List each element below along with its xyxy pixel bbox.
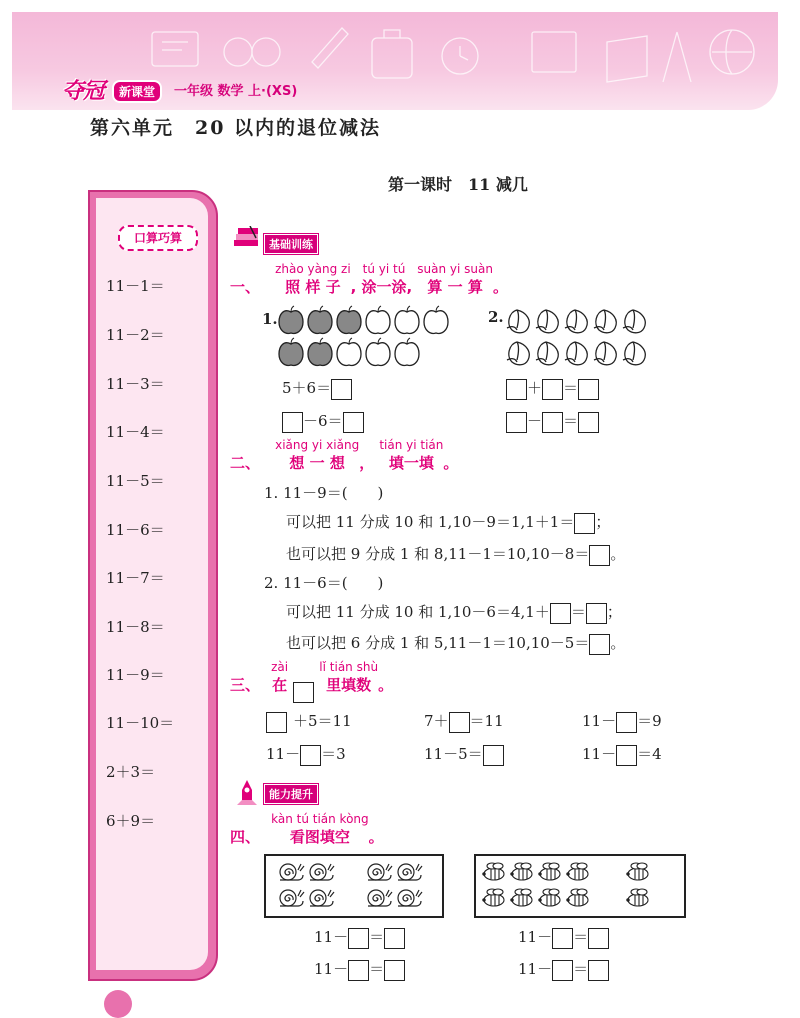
bees-picture-icon: [474, 854, 686, 918]
pinyin: tú yi tú: [362, 262, 406, 276]
equation-text: 11－: [582, 745, 617, 763]
pinyin: zài: [271, 660, 289, 674]
q1-part2-equation-2: [506, 410, 599, 433]
rocket-icon: [232, 778, 262, 806]
q1-end: 。: [492, 278, 508, 296]
q1-phrase-1: [275, 262, 351, 297]
mental-math-item: 11－10＝: [106, 714, 175, 732]
q2-part2-line1: [286, 601, 622, 624]
punct: ；: [606, 603, 622, 621]
operator: ＝: [369, 960, 385, 978]
peaches-picture-icon: [505, 304, 655, 370]
subject-label: 一年级 数学 上·(XS): [174, 84, 298, 99]
equation-text: ＋5＝11: [293, 712, 352, 730]
mental-math-item: 11－6＝: [106, 521, 165, 539]
equation-text: －6＝: [303, 412, 343, 430]
q3-eq-5: [424, 743, 504, 766]
answer-box[interactable]: [384, 928, 405, 949]
q3-eq-6: [582, 743, 662, 766]
q3-phrase-2: [319, 660, 378, 695]
answer-box[interactable]: [578, 412, 599, 433]
q2-number: 二、: [230, 454, 261, 472]
q4-right-eq-1: [518, 926, 609, 949]
equation-text: ＝4: [637, 745, 662, 763]
answer-box[interactable]: [552, 928, 573, 949]
equation-text: 7＋: [424, 712, 449, 730]
question-1-heading: [230, 262, 508, 297]
answer-box[interactable]: [348, 928, 369, 949]
q4-end: 。: [368, 828, 384, 846]
q1-phrase-3: [417, 262, 493, 297]
answer-box[interactable]: [449, 712, 470, 733]
q3-eq-3: [582, 710, 662, 733]
pinyin: tián yi tián: [379, 438, 444, 452]
answer-box[interactable]: [616, 745, 637, 766]
q1-phrase-2: [361, 262, 406, 297]
q3-eq-4: [266, 743, 346, 766]
mental-math-item: 11－5＝: [106, 472, 165, 490]
q3-number: 三、: [230, 676, 261, 694]
snails-picture-icon: [264, 854, 444, 918]
q2-sep: ，: [359, 454, 375, 472]
answer-box[interactable]: [616, 712, 637, 733]
punct: 。: [610, 545, 626, 563]
q2-chars: 填一填: [388, 454, 434, 472]
operator: ＝: [573, 960, 589, 978]
q1-part2-number: 2.: [488, 308, 504, 326]
q2-phrase-1: [275, 438, 359, 473]
pinyin: kàn tú tián kòng: [271, 812, 369, 826]
operator: ＝: [563, 412, 579, 430]
equation-text: 11－: [518, 960, 553, 978]
statement-text: 可以把 11 分成 10 和 1,10－9＝1,1＋1＝: [286, 513, 575, 531]
mental-math-item: 11－1＝: [106, 277, 165, 295]
question-4-heading: [230, 812, 384, 847]
answer-box[interactable]: [506, 412, 527, 433]
mental-math-item: 11－9＝: [106, 666, 165, 684]
q4-left-eq-2: [314, 958, 405, 981]
q3-chars: 在: [272, 676, 288, 694]
apples-picture-icon: [278, 304, 458, 370]
mental-math-item: 11－3＝: [106, 375, 165, 393]
punct: 。: [610, 634, 626, 652]
brand-logo: 夺冠: [62, 79, 105, 104]
q3-eq-1: [266, 710, 352, 733]
q2-part1-line1: [286, 511, 610, 534]
mental-math-item: 11－8＝: [106, 618, 165, 636]
answer-box[interactable]: [506, 379, 527, 400]
q1-part1-equation-1: [282, 377, 352, 400]
answer-box[interactable]: [266, 712, 287, 733]
operator: ＋: [527, 379, 543, 397]
page-corner-dot: [104, 990, 132, 1018]
answer-box[interactable]: [578, 379, 599, 400]
q3-phrase-1: [271, 660, 288, 695]
sample-box-icon: [293, 682, 314, 703]
q3-end: 。: [378, 676, 394, 694]
answer-box[interactable]: [574, 513, 595, 534]
equation-text: 5＋6＝: [282, 379, 332, 397]
equation-text: 11－: [582, 712, 617, 730]
pinyin: suàn yi suàn: [417, 262, 493, 276]
answer-box[interactable]: [542, 379, 563, 400]
answer-box[interactable]: [300, 745, 321, 766]
answer-box[interactable]: [589, 545, 610, 566]
q1-part2-equation-1: [506, 377, 599, 400]
answer-box[interactable]: [589, 634, 610, 655]
operator: －: [527, 412, 543, 430]
pinyin: lǐ tián shù: [319, 660, 379, 674]
answer-box[interactable]: [384, 960, 405, 981]
q2-part2-head: 2. 11－6＝( ): [264, 574, 384, 592]
answer-box[interactable]: [331, 379, 352, 400]
q1-number: 一、: [230, 278, 261, 296]
series-badge: 新课堂: [112, 80, 162, 103]
q1-sep: ,: [406, 278, 413, 296]
q4-phrase-1: [271, 812, 369, 847]
q1-chars: 涂一涂: [361, 278, 407, 296]
sidebar-title: 口算巧算: [118, 225, 198, 251]
answer-box[interactable]: [282, 412, 303, 433]
q2-phrase-2: [379, 438, 443, 473]
q2-chars: 想 一 想: [289, 454, 345, 472]
section-basic-label: 基础训练: [264, 234, 318, 254]
q1-part1-number: 1.: [262, 310, 278, 328]
equation-text: 11－: [518, 928, 553, 946]
q3-chars: 里填数: [326, 676, 372, 694]
statement-text: 可以把 11 分成 10 和 1,10－6＝4,1＋: [286, 603, 550, 621]
pinyin: xiǎng yi xiǎng: [275, 438, 360, 452]
answer-box[interactable]: [552, 960, 573, 981]
equation-text: 11－: [314, 960, 349, 978]
statement-text: 也可以把 9 分成 1 和 8,11－1＝10,10－8＝: [286, 545, 590, 563]
q3-eq-2: [424, 710, 504, 733]
operator: ＝: [573, 928, 589, 946]
q2-part1-head: 1. 11－9＝( ): [264, 484, 384, 502]
q4-left-eq-1: [314, 926, 405, 949]
punct: ；: [595, 513, 611, 531]
pinyin: zhào yàng zi: [275, 262, 351, 276]
answer-box[interactable]: [348, 960, 369, 981]
q2-part1-line2: [286, 543, 625, 566]
lesson-title: 第一课时 11 减几: [388, 175, 528, 194]
answer-box[interactable]: [542, 412, 563, 433]
q1-chars: 照 样 子: [285, 278, 341, 296]
equation-text: ＝3: [321, 745, 346, 763]
q4-number: 四、: [230, 828, 261, 846]
mental-math-item: 11－4＝: [106, 423, 165, 441]
equation-text: ＝11: [469, 712, 504, 730]
answer-box[interactable]: [588, 928, 609, 949]
operator: ＝: [369, 928, 385, 946]
operator: ＝: [570, 603, 586, 621]
answer-box[interactable]: [550, 603, 571, 624]
question-2-heading: [230, 438, 458, 473]
q1-sep: ,: [350, 278, 357, 296]
q4-chars: 看图填空: [289, 828, 350, 846]
equation-text: ＝9: [637, 712, 662, 730]
q1-chars: 算 一 算: [427, 278, 483, 296]
operator: ＝: [563, 379, 579, 397]
statement-text: 也可以把 6 分成 1 和 5,11－1＝10,10－5＝: [286, 634, 590, 652]
mental-math-item: 6＋9＝: [106, 812, 156, 830]
q4-right-eq-2: [518, 958, 609, 981]
answer-box[interactable]: [586, 603, 607, 624]
equation-text: 11－: [314, 928, 349, 946]
answer-box[interactable]: [588, 960, 609, 981]
answer-box[interactable]: [483, 745, 504, 766]
book-stack-icon: [232, 226, 262, 254]
mental-math-item: 11－7＝: [106, 569, 165, 587]
q1-part1-equation-2: [282, 410, 364, 433]
section-advanced-label: 能力提升: [264, 784, 318, 804]
mental-math-item: 2＋3＝: [106, 763, 156, 781]
q2-part2-line2: [286, 632, 625, 655]
answer-box[interactable]: [343, 412, 364, 433]
question-3-heading: [230, 660, 393, 703]
q2-end: 。: [443, 454, 459, 472]
equation-text: 11－5＝: [424, 745, 483, 763]
unit-title: 第六单元 20 以内的退位减法: [90, 117, 382, 139]
equation-text: 11－: [266, 745, 301, 763]
mental-math-item: 11－2＝: [106, 326, 165, 344]
